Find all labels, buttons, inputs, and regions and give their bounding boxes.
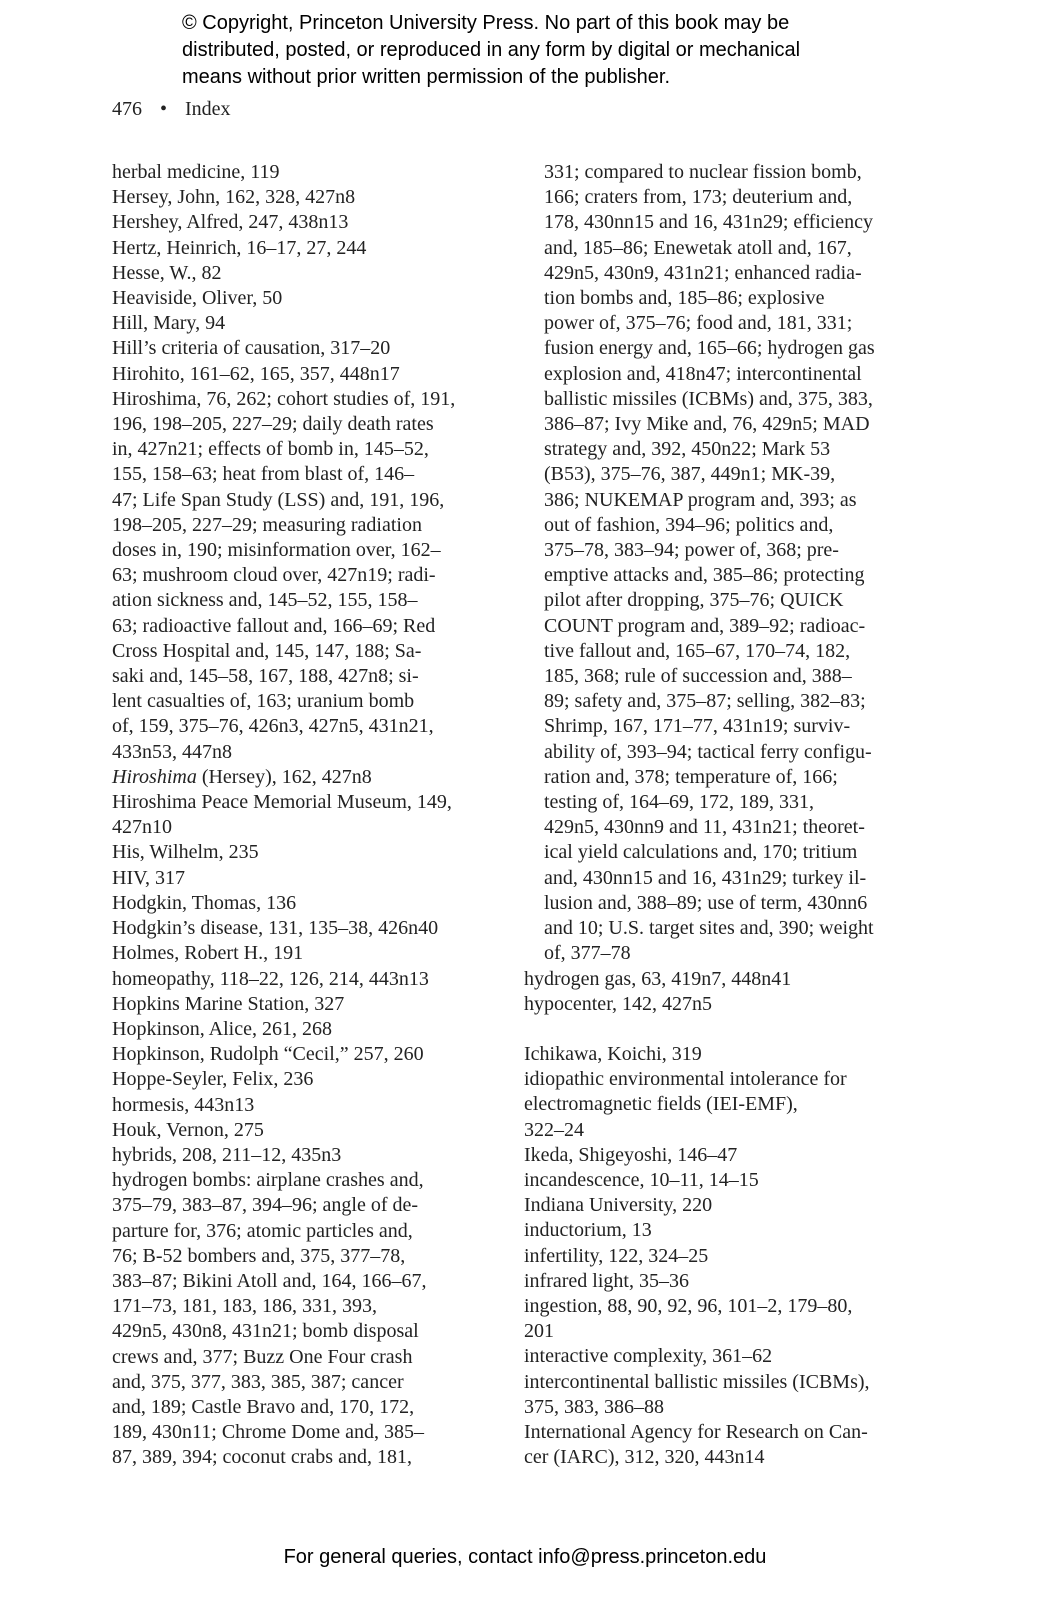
index-entry — [524, 1420, 904, 1470]
index-entry — [524, 1269, 904, 1294]
index-entry-line: homeopathy, 118–22, 126, 214, 443n13 — [112, 967, 429, 990]
index-entry — [524, 992, 904, 1017]
index-entry-line: idiopathic environmental intolerance for — [524, 1068, 847, 1091]
index-entry-line: intercontinental ballistic missiles (ICBMs), — [524, 1370, 870, 1393]
index-entry-line: crews and, 377; Buzz One Four crash — [112, 1345, 413, 1368]
page-number: 476 — [112, 98, 142, 120]
index-entry-line: 201 — [524, 1320, 554, 1343]
index-entry-line: 386; NUKEMAP program and, 393; as — [544, 488, 857, 511]
index-entry-line: infrared light, 35–36 — [524, 1269, 689, 1292]
index-entry-line: ability of, 393–94; tactical ferry configu- — [544, 740, 872, 763]
index-entry-line: 47; Life Span Study (LSS) and, 191, 196, — [112, 488, 445, 511]
index-entry — [112, 1042, 487, 1067]
index-entry-line: lent casualties of, 163; uranium bomb — [112, 690, 415, 713]
index-entry-line: 89; safety and, 375–87; selling, 382–83; — [544, 690, 866, 713]
index-entry-line: infertility, 122, 324–25 — [524, 1244, 709, 1267]
index-entry — [112, 1017, 487, 1042]
index-entry-line: Cross Hospital and, 145, 147, 188; Sa- — [112, 639, 422, 662]
index-entry-line: testing of, 164–69, 172, 189, 331, — [544, 791, 814, 814]
index-entry-line: (B53), 375–76, 387, 449n1; MK-39, — [544, 463, 836, 486]
index-entry-line: Hodgkin, Thomas, 136 — [112, 891, 297, 914]
index-entry-line: interactive complexity, 361–62 — [524, 1345, 773, 1368]
index-entry-line — [112, 765, 487, 790]
section-title: Index — [185, 98, 231, 120]
letter-gap — [524, 1017, 904, 1042]
index-entry-line: Hopkinson, Alice, 261, 268 — [112, 1017, 332, 1040]
index-entry — [112, 866, 487, 891]
index-entry-line: Heaviside, Oliver, 50 — [112, 287, 283, 310]
index-entry-line: 433n53, 447n8 — [112, 740, 232, 763]
index-entry — [524, 1344, 904, 1369]
index-entry-line: out of fashion, 394–96; politics and, — [544, 513, 834, 536]
index-entry-line: fusion energy and, 165–66; hydrogen gas — [544, 337, 875, 360]
index-entry-line: 386–87; Ivy Mike and, 76, 429n5; MAD — [544, 413, 870, 436]
index-entry-line: 63; radioactive fallout and, 166–69; Red — [112, 614, 436, 637]
index-entry-line: hydrogen bombs: airplane crashes and, — [112, 1169, 424, 1192]
index-entry-line: 76; B-52 bombers and, 375, 377–78, — [112, 1244, 406, 1267]
index-entry-line: inductorium, 13 — [524, 1219, 652, 1242]
index-entry — [112, 840, 487, 865]
index-entry — [112, 286, 487, 311]
copyright-line: means without prior written permission of the publisher. — [182, 66, 671, 88]
index-entry-line: 427n10 — [112, 816, 172, 839]
index-entry-line: Indiana University, 220 — [524, 1194, 713, 1217]
index-entry — [524, 1370, 904, 1420]
index-entry — [112, 236, 487, 261]
index-entry-line: emptive attacks and, 385–86; protecting — [544, 564, 865, 587]
index-entry-line: International Agency for Research on Can- — [524, 1420, 868, 1443]
copyright-line: distributed, posted, or reproduced in any form by digital or mechanical — [182, 39, 801, 61]
index-entry — [524, 1244, 904, 1269]
index-entry — [112, 1093, 487, 1118]
index-entry-line: and, 185–86; Enewetak atoll and, 167, — [544, 236, 852, 259]
index-entry-line: ballistic missiles (ICBMs) and, 375, 383, — [544, 387, 873, 410]
index-entry-line: power of, 375–76; food and, 181, 331; — [544, 312, 853, 335]
index-entry-line: Hesse, W., 82 — [112, 261, 222, 284]
index-entry-line: 429n5, 430nn9 and 11, 431n21; theoret- — [544, 816, 865, 839]
index-entry — [524, 967, 904, 992]
index-entry-line: ation sickness and, 145–52, 155, 158– — [112, 589, 418, 612]
index-entry-line: Ikeda, Shigeyoshi, 146–47 — [524, 1143, 738, 1166]
index-entry-line: hormesis, 443n13 — [112, 1093, 255, 1116]
index-entry-continuation — [524, 160, 904, 967]
index-entry — [112, 185, 487, 210]
copyright-line: © Copyright, Princeton University Press. No part of this book may be — [182, 12, 790, 34]
index-entry — [112, 1067, 487, 1092]
index-entry-line: Hersey, John, 162, 328, 427n8 — [112, 186, 356, 209]
index-entry-line: and, 430nn15 and 16, 431n29; turkey il- — [544, 866, 867, 889]
index-entry-line: tion bombs and, 185–86; explosive — [544, 287, 825, 310]
index-entry-line: Hopkins Marine Station, 327 — [112, 992, 345, 1015]
index-entry-line: and, 375, 377, 383, 385, 387; cancer — [112, 1370, 404, 1393]
index-entry-line: 375–78, 383–94; power of, 368; pre- — [544, 539, 839, 562]
index-entry-line: ration and, 378; temperature of, 166; — [544, 765, 838, 788]
index-column-right — [524, 160, 904, 1470]
index-entry — [524, 1042, 904, 1067]
running-head — [112, 96, 231, 122]
italic-title: Hiroshima — [112, 765, 197, 788]
index-entry-line: tive fallout and, 165–67, 170–74, 182, — [544, 639, 851, 662]
index-entry-line: Hertz, Heinrich, 16–17, 27, 244 — [112, 236, 367, 259]
index-entry — [112, 1168, 487, 1470]
index-entry-line: lusion and, 388–89; use of term, 430nn6 — [544, 891, 868, 914]
index-entry-line: Ichikawa, Koichi, 319 — [524, 1042, 702, 1065]
index-entry — [112, 941, 487, 966]
index-entry — [112, 387, 487, 765]
index-entry-line: strategy and, 392, 450n22; Mark 53 — [544, 438, 831, 461]
index-entry-line: explosion and, 418n47; intercontinental — [544, 362, 862, 385]
index-entry — [112, 916, 487, 941]
index-entry-line: Hill’s criteria of causation, 317–20 — [112, 337, 391, 360]
index-entry-line: Hill, Mary, 94 — [112, 312, 226, 335]
index-entry — [112, 765, 487, 790]
index-entry-line: 375, 383, 386–88 — [524, 1395, 664, 1418]
index-entry-line: 63; mushroom cloud over, 427n19; radi- — [112, 564, 436, 587]
index-entry-line: saki and, 145–58, 167, 188, 427n8; si- — [112, 665, 419, 688]
index-entry — [524, 1067, 904, 1143]
index-entry-line: COUNT program and, 389–92; radioac- — [544, 614, 866, 637]
index-column-left — [112, 160, 487, 1471]
index-entry-line: cer (IARC), 312, 320, 443n14 — [524, 1446, 765, 1469]
index-entry-line: hydrogen gas, 63, 419n7, 448n41 — [524, 967, 792, 990]
index-entry-line: 429n5, 430n8, 431n21; bomb disposal — [112, 1320, 419, 1343]
index-entry — [524, 1294, 904, 1344]
index-entry — [112, 1143, 487, 1168]
index-entry-line: His, Wilhelm, 235 — [112, 841, 259, 864]
index-entry-line: pilot after dropping, 375–76; QUICK — [544, 589, 844, 612]
index-entry-line: Hoppe-Seyler, Felix, 236 — [112, 1068, 314, 1091]
index-entry — [112, 1118, 487, 1143]
index-entry-line: 375–79, 383–87, 394–96; angle of de- — [112, 1194, 419, 1217]
index-entry — [524, 1218, 904, 1243]
index-entry — [112, 891, 487, 916]
index-entry-line: Hopkinson, Rudolph “Cecil,” 257, 260 — [112, 1043, 424, 1066]
index-entry-line: 185, 368; rule of succession and, 388– — [544, 665, 852, 688]
index-entry — [524, 1193, 904, 1218]
index-entry-line: ical yield calculations and, 170; tritium — [544, 841, 858, 864]
index-entry — [112, 261, 487, 286]
index-entry — [112, 790, 487, 840]
index-entry-line: Hershey, Alfred, 247, 438n13 — [112, 211, 349, 234]
index-entry — [112, 336, 487, 361]
index-entry-line: ingestion, 88, 90, 92, 96, 101–2, 179–80, — [524, 1294, 853, 1317]
index-entry-line: Hiroshima Peace Memorial Museum, 149, — [112, 791, 452, 814]
index-entry-line: hypocenter, 142, 427n5 — [524, 992, 713, 1015]
index-entry-line: 178, 430nn15 and 16, 431n29; efficiency — [544, 211, 874, 234]
index-entry — [112, 992, 487, 1017]
index-entry-line: in, 427n21; effects of bomb in, 145–52, — [112, 438, 429, 461]
index-entry — [112, 311, 487, 336]
index-entry-line: Shrimp, 167, 171–77, 431n19; surviv- — [544, 715, 851, 738]
index-entry-line: herbal medicine, 119 — [112, 161, 280, 183]
index-entry-line: 171–73, 181, 183, 186, 331, 393, — [112, 1295, 377, 1318]
index-entry-line: 322–24 — [524, 1118, 584, 1141]
copyright-notice — [182, 10, 942, 91]
index-entry-line: Hirohito, 161–62, 165, 357, 448n17 — [112, 362, 400, 385]
index-entry-line: Hiroshima, 76, 262; cohort studies of, 191, — [112, 387, 456, 410]
index-entry — [112, 967, 487, 992]
index-entry-line: 189, 430n11; Chrome Dome and, 385– — [112, 1421, 425, 1444]
bullet-separator: • — [160, 98, 168, 120]
index-entry-line: incandescence, 10–11, 14–15 — [524, 1168, 759, 1191]
index-entry-line: Hodgkin’s disease, 131, 135–38, 426n40 — [112, 917, 439, 940]
index-entry-line: hybrids, 208, 211–12, 435n3 — [112, 1143, 342, 1166]
index-entry — [524, 1168, 904, 1193]
index-entry-line: 155, 158–63; heat from blast of, 146– — [112, 463, 415, 486]
index-entry-line: 429n5, 430n9, 431n21; enhanced radia- — [544, 261, 862, 284]
index-entry-line: parture for, 376; atomic particles and, — [112, 1219, 413, 1242]
index-entry-line: and 10; U.S. target sites and, 390; weight — [544, 917, 874, 940]
index-entry-line: HIV, 317 — [112, 866, 185, 889]
index-entry-line: 166; craters from, 173; deuterium and, — [544, 186, 853, 209]
index-entry — [112, 210, 487, 235]
index-entry — [112, 362, 487, 387]
index-entry-line: electromagnetic fields (IEI-EMF), — [524, 1093, 798, 1116]
index-entry-line: Houk, Vernon, 275 — [112, 1118, 264, 1141]
index-entry — [524, 1143, 904, 1168]
index-entry-line: of, 377–78 — [544, 942, 631, 965]
footer-contact: For general queries, contact info@press.princeton.edu — [283, 1546, 767, 1568]
index-entry-line: and, 189; Castle Bravo and, 170, 172, — [112, 1395, 415, 1418]
index-entry-text: (Hersey), 162, 427n8 — [196, 765, 372, 788]
index-entry-line: 331; compared to nuclear fission bomb, — [544, 161, 862, 183]
index-entry-line: 196, 198–205, 227–29; daily death rates — [112, 413, 434, 436]
index-entry-line: doses in, 190; misinformation over, 162– — [112, 539, 441, 562]
index-entry-line: Holmes, Robert H., 191 — [112, 942, 304, 965]
index-entry-line: 87, 389, 394; coconut crabs and, 181, — [112, 1446, 412, 1469]
index-entry — [112, 160, 487, 185]
index-entry-line: 198–205, 227–29; measuring radiation — [112, 513, 422, 536]
index-entry-line: 383–87; Bikini Atoll and, 164, 166–67, — [112, 1269, 427, 1292]
index-entry-line: of, 159, 375–76, 426n3, 427n5, 431n21, — [112, 715, 434, 738]
